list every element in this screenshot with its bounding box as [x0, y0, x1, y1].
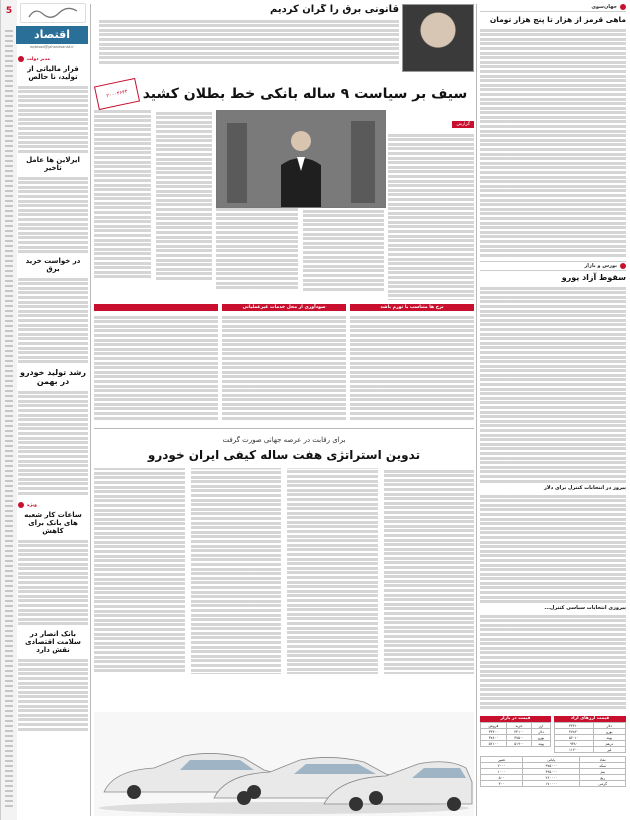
market-label: بورس و بازار — [584, 263, 617, 269]
table-cell: دلار — [532, 729, 551, 735]
table-cell: ۲۶۰۰۰۰ — [523, 775, 580, 781]
price-table-c — [480, 756, 626, 787]
left-headline-4: ساعات کار شعبه های بانک برای کاهش — [24, 511, 82, 535]
table-cell: ۳۰۰ — [481, 781, 523, 787]
page-number: 5 — [5, 6, 13, 16]
cars-photo — [94, 712, 474, 816]
top-story-headline: قانونی برق را گران کردیم — [270, 4, 399, 15]
lead-badge: گزارش — [452, 121, 474, 128]
top-story — [94, 4, 474, 84]
logo-mark — [20, 3, 86, 23]
table-cell: ۳۷۸۲۰ — [555, 729, 594, 735]
right-headline: ماهی قرمز از هزار تا پنج هزار تومان — [489, 15, 626, 24]
bullet-icon — [18, 502, 24, 508]
section-title: اقتصاد — [33, 28, 71, 41]
mid-strip-header-1: نرخ ها متناسب با تورم باشد — [350, 304, 474, 311]
lead-stamp-text: ۲۰۰۰۴۶۴۳ — [105, 88, 129, 100]
mid-strip — [94, 304, 474, 426]
lead-photo — [216, 110, 386, 208]
table-cell: یورو — [532, 735, 551, 741]
lead-col-left — [94, 110, 212, 300]
mid-strip-header-3 — [94, 304, 218, 311]
table-title-1: قیمت ارزهای آزاد — [554, 716, 626, 722]
table-cell: سکه — [580, 763, 626, 769]
left-text-5 — [18, 657, 88, 737]
right-section-label: جهان‌سوی — [591, 4, 617, 10]
table-cell: فروش — [481, 723, 507, 729]
auto-kicker: برای رقابت در عرصه جهانی صورت گرفت — [222, 436, 346, 444]
table-cell: ۹۳۸۰ — [555, 741, 594, 747]
bullet-icon — [620, 4, 626, 10]
price-table-a — [554, 722, 626, 753]
left-text-1 — [18, 175, 88, 255]
section-title-band — [16, 26, 88, 44]
mid-strip-header-2: سودآوری از محل خدمات غیرعملیاتی — [222, 304, 346, 311]
market-body — [480, 285, 626, 485]
left-column — [18, 56, 88, 816]
table-cell: ۱۷۰۰۰۰ — [523, 781, 580, 787]
table-row — [555, 747, 626, 753]
lead-col-mid — [216, 208, 384, 300]
auto-tag — [250, 424, 290, 431]
left-text-0 — [18, 84, 88, 154]
left-text-2 — [18, 276, 88, 366]
table-cell: ۳۴۴۱۰ — [555, 723, 594, 729]
table-cell: ۱۰۰۰ — [481, 769, 523, 775]
table-cell: تغییر — [481, 757, 523, 763]
table-cell: ربع — [580, 775, 626, 781]
table-cell: ۳۷۸۰۰ — [481, 735, 507, 741]
table-cell: نیم — [580, 769, 626, 775]
left-headline-0: قرار مالیاتی از تولید، نا حالص — [27, 65, 79, 81]
table-cell: دلار — [593, 723, 625, 729]
table-cell: پوند — [593, 735, 625, 741]
table-cell: ۴۹۵۰۰۰ — [523, 769, 580, 775]
table-cell: ۵۲۱۰۰ — [481, 741, 507, 747]
table-cell: پایانی — [523, 757, 580, 763]
table-cell: ارز — [532, 723, 551, 729]
table-cell: ۳۴۴۰۰ — [481, 729, 507, 735]
table-row — [481, 741, 551, 747]
masthead — [0, 0, 17, 820]
table-cell: ۵۰۰ — [481, 775, 523, 781]
bullet-icon — [620, 263, 626, 269]
left-text-4 — [18, 538, 88, 628]
price-table-b — [480, 722, 551, 747]
email-label: eqtesad@jahanesanat.ir — [30, 45, 74, 49]
left-headline-5: بانک انصار در سلامت اقتصادی نقش دارد — [25, 630, 81, 654]
table-cell: یورو — [593, 729, 625, 735]
table-cell: ۹۷۵۰۰۰ — [523, 763, 580, 769]
table-cell: لیر — [593, 747, 625, 753]
bullet-icon — [18, 56, 24, 62]
left-headline-2: در خواست خرید برق — [25, 257, 81, 273]
market-body-2 — [480, 493, 626, 605]
table-cell: خرید — [506, 723, 531, 729]
table-cell: ۵۲۰۱۰ — [555, 735, 594, 741]
table-title-2: قیمت در بازار — [480, 716, 551, 722]
market-headline: سقوط آزاد یورو — [561, 273, 626, 282]
table-cell: ۵۱۹۰۰ — [506, 741, 531, 747]
lead-col-right — [388, 110, 474, 300]
table-cell: نماد — [580, 757, 626, 763]
auto-headline: تدوین استراتژی هفت ساله کیفی ایران خودرو — [147, 448, 421, 462]
table-row — [481, 781, 626, 787]
table-cell: ۳۷۵۰۰ — [506, 735, 531, 741]
market-subhead-2: پیروزی انتخابات سیاسی کنترل... — [544, 605, 626, 611]
table-cell: ۲۰۰۰ — [481, 763, 523, 769]
table-cell: پوند — [532, 741, 551, 747]
table-cell: درهم — [593, 741, 625, 747]
left-kicker-4: ویژه — [27, 502, 37, 508]
right-body-1 — [480, 27, 626, 259]
left-headline-1: ایرلاین ها عامل تاخیر — [26, 156, 80, 172]
market-subhead-1: پیروز در انتخابات کنترل برای دلار — [544, 485, 626, 491]
columnist-photo — [402, 4, 474, 72]
table-cell: ۱۱۲۰۰ — [555, 747, 594, 753]
table-cell: گرمی — [580, 781, 626, 787]
right-column — [480, 4, 626, 816]
left-text-3 — [18, 389, 88, 499]
auto-body — [94, 468, 474, 708]
lead-headline: سیف بر سیاست ۹ ساله بانکی خط بطلان کشید — [142, 86, 468, 102]
market-body-3 — [480, 613, 626, 713]
table-cell: ۳۴۱۰۰ — [506, 729, 531, 735]
left-headline-3: رشد تولید خودرو در بهمن — [19, 368, 87, 386]
left-kicker-0: مدیر دولت — [27, 56, 51, 62]
top-story-text — [99, 18, 399, 70]
